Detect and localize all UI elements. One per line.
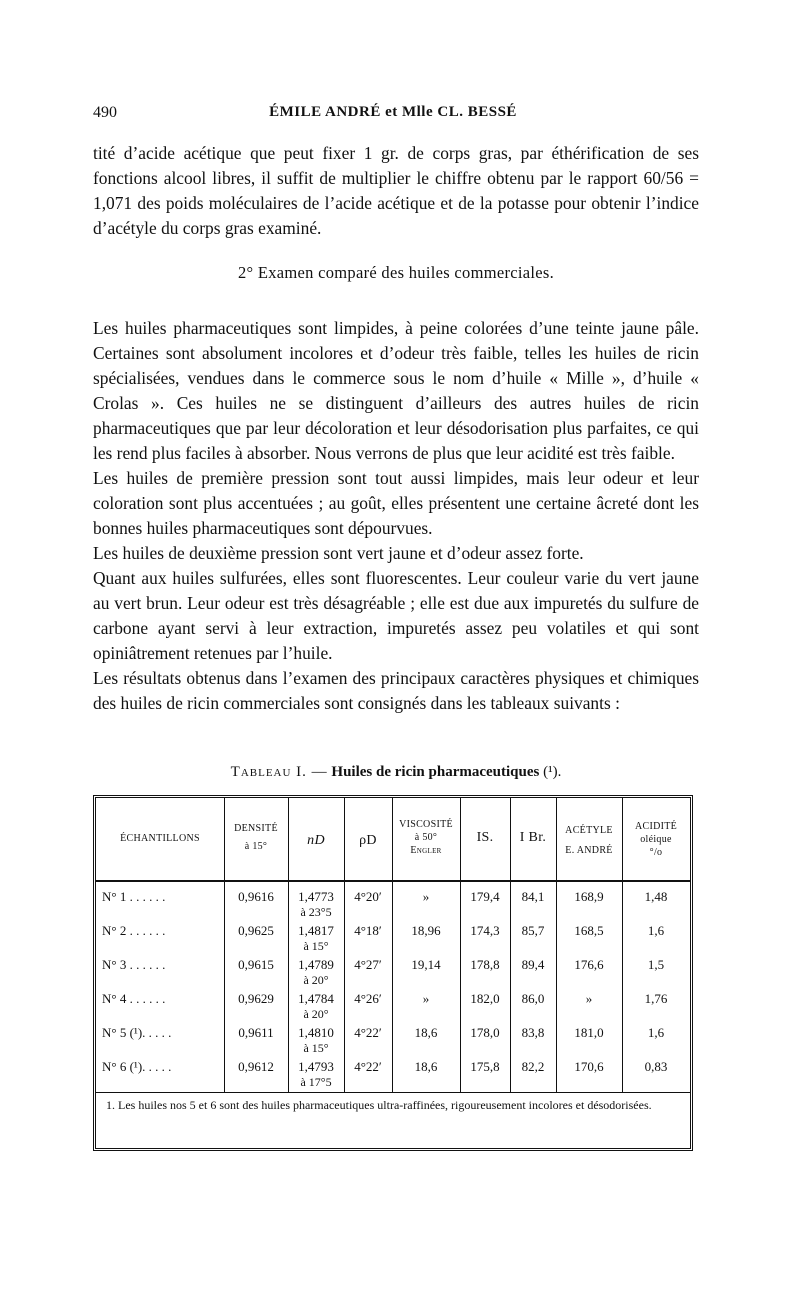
cell-acidite: 0,83 bbox=[644, 1059, 668, 1074]
cell-viscosite: » bbox=[422, 991, 430, 1006]
cell-acidite: 1,5 bbox=[647, 957, 665, 972]
cell-name: N° 2 . . . . . . bbox=[102, 923, 166, 938]
header-densite: DENSITÉ bbox=[234, 823, 278, 834]
header-acidite-unit: °/o bbox=[649, 847, 663, 858]
cell-nd: 1,4784 bbox=[298, 991, 334, 1006]
table-footnote: 1. Les huiles nos 5 et 6 sont des huiles pharmaceutiques ultra-raffinées, rigoureusement incolores et désodorisées. bbox=[106, 1098, 652, 1112]
col-rule bbox=[224, 798, 225, 880]
header-densite-temp: à 15° bbox=[244, 841, 268, 852]
cell-nd-temperature: à 15° bbox=[303, 939, 329, 953]
cell-is: 178,8 bbox=[470, 957, 500, 972]
cell-ibr: 89,4 bbox=[521, 957, 545, 972]
cell-pd: 4°27′ bbox=[354, 957, 382, 972]
paragraph-5: Les résultats obtenus dans l’examen des principaux caractères physiques et chimiques des huiles de ricin commerciales sont consignés dans les tableaux suivants : bbox=[93, 668, 699, 713]
data-table bbox=[93, 795, 693, 1151]
section-title: 2° Examen comparé des huiles commerciales. bbox=[237, 263, 555, 282]
header-viscosite-temp: à 50° bbox=[414, 832, 438, 843]
cell-acetyle: » bbox=[585, 991, 593, 1006]
cell-nd: 1,4817 bbox=[298, 923, 334, 938]
cell-acidite: 1,6 bbox=[647, 1025, 665, 1040]
table-caption-prefix: Tableau I. — bbox=[230, 764, 328, 780]
cell-acetyle: 170,6 bbox=[574, 1059, 604, 1074]
cell-viscosite: 19,14 bbox=[411, 957, 441, 972]
running-title: ÉMILE ANDRÉ et Mlle CL. BESSÉ bbox=[269, 104, 517, 120]
cell-is: 175,8 bbox=[470, 1059, 500, 1074]
intro-paragraph bbox=[93, 141, 699, 241]
body-text bbox=[93, 316, 699, 716]
paragraph-1: Les huiles pharmaceutiques sont limpides, à peine colorées d’une teinte jaune pâle. Certaines sont absolument incolores et d’odeur très faible, telles les huiles de ricin spécialisées, vendues dans le commerce sous le nom d’huile « Mille », d’huile « Crolas ». Ces huiles ne se distinguent d’ailleurs des autres huiles de ricin pharmaceutiques que par leur décoloration et leur désodorisation plus parfaites, ce qui les rend plus faciles à absorber. Nous verrons de plus que leur acidité est très faible. bbox=[93, 318, 699, 463]
cell-name: N° 5 (¹). . . . . bbox=[102, 1025, 172, 1040]
cell-acetyle: 176,6 bbox=[574, 957, 604, 972]
cell-is: 178,0 bbox=[470, 1025, 500, 1040]
cell-viscosite: » bbox=[422, 889, 430, 904]
cell-ibr: 86,0 bbox=[521, 991, 545, 1006]
cell-viscosite: 18,96 bbox=[411, 923, 441, 938]
cell-ibr: 84,1 bbox=[521, 889, 545, 904]
cell-pd: 4°22′ bbox=[354, 1059, 382, 1074]
cell-densite: 0,9616 bbox=[238, 889, 274, 904]
cell-viscosite: 18,6 bbox=[414, 1059, 438, 1074]
cell-pd: 4°18′ bbox=[354, 923, 382, 938]
cell-pd: 4°26′ bbox=[354, 991, 382, 1006]
header-viscosite-engler: Engler bbox=[410, 845, 442, 856]
footnote-rule bbox=[96, 1092, 690, 1093]
cell-nd-temperature: à 17°5 bbox=[300, 1075, 332, 1089]
cell-ibr: 85,7 bbox=[521, 923, 545, 938]
col-rule bbox=[556, 798, 557, 1092]
cell-ibr: 83,8 bbox=[521, 1025, 545, 1040]
cell-is: 179,4 bbox=[470, 889, 500, 904]
header-pd: ρD bbox=[359, 833, 377, 848]
cell-acidite: 1,48 bbox=[644, 889, 668, 904]
header-acetyle: ACÉTYLE bbox=[565, 825, 613, 836]
cell-name: N° 4 . . . . . . bbox=[102, 991, 166, 1006]
cell-densite: 0,9629 bbox=[238, 991, 274, 1006]
cell-name: N° 1 . . . . . . bbox=[102, 889, 166, 904]
cell-name: N° 6 (¹). . . . . bbox=[102, 1059, 172, 1074]
cell-is: 174,3 bbox=[470, 923, 500, 938]
cell-nd: 1,4810 bbox=[298, 1025, 334, 1040]
paragraph-2: Les huiles de première pression sont tout aussi limpides, mais leur odeur et leur coloration sont plus accentuées ; au goût, elles présentent une certaine âcreté dont les bonnes huiles pharmaceutiques sont dépourvues. bbox=[93, 468, 699, 538]
cell-acetyle: 168,9 bbox=[574, 889, 604, 904]
cell-pd: 4°22′ bbox=[354, 1025, 382, 1040]
header-is: IS. bbox=[476, 830, 494, 845]
header-ibr: I Br. bbox=[519, 830, 547, 845]
cell-nd-temperature: à 23°5 bbox=[300, 905, 332, 919]
cell-nd: 1,4773 bbox=[298, 889, 334, 904]
paragraph-3: Les huiles de deuxième pression sont vert jaune et d’odeur assez forte. bbox=[93, 543, 584, 563]
paragraph-4: Quant aux huiles sulfurées, elles sont fluorescentes. Leur couleur varie du vert jaune au vert brun. Leur odeur est très désagréable ; elle est due aux impuretés du sulfure de carbone ayant servi à leur extraction, impuretés assez peu volatiles et qui sont opiniâtrement retenues par l’huile. bbox=[93, 568, 699, 663]
table-caption bbox=[93, 764, 699, 781]
header-nd: nD bbox=[307, 833, 325, 848]
cell-densite: 0,9612 bbox=[238, 1059, 274, 1074]
cell-acidite: 1,6 bbox=[647, 923, 665, 938]
cell-name: N° 3 . . . . . . bbox=[102, 957, 166, 972]
cell-nd-temperature: à 15° bbox=[303, 1041, 329, 1055]
cell-densite: 0,9611 bbox=[238, 1025, 274, 1040]
header-acidite-oleique: oléique bbox=[640, 834, 672, 845]
cell-densite: 0,9615 bbox=[238, 957, 274, 972]
header-echantillons: ÉCHANTILLONS bbox=[120, 833, 200, 844]
cell-nd: 1,4793 bbox=[298, 1059, 334, 1074]
cell-nd-temperature: à 20° bbox=[303, 1007, 329, 1021]
cell-nd-temperature: à 20° bbox=[303, 973, 329, 987]
cell-ibr: 82,2 bbox=[521, 1059, 545, 1074]
cell-viscosite: 18,6 bbox=[414, 1025, 438, 1040]
cell-nd: 1,4789 bbox=[298, 957, 334, 972]
cell-is: 182,0 bbox=[470, 991, 500, 1006]
cell-acetyle: 168,5 bbox=[574, 923, 604, 938]
table-caption-title: Huiles de ricin pharmaceutiques bbox=[331, 764, 540, 780]
header-rule bbox=[96, 880, 690, 882]
table-caption-note: (¹). bbox=[543, 764, 562, 780]
cell-acetyle: 181,0 bbox=[574, 1025, 604, 1040]
header-acidite: ACIDITÉ bbox=[634, 821, 678, 832]
cell-densite: 0,9625 bbox=[238, 923, 274, 938]
page-number: 490 bbox=[93, 104, 117, 121]
header-viscosite: VISCOSITÉ bbox=[399, 819, 453, 830]
header-acetyle-author: E. ANDRÉ bbox=[565, 845, 613, 856]
cell-pd: 4°20′ bbox=[354, 889, 382, 904]
intro-paragraph-text: tité d’acide acétique que peut fixer 1 gr. de corps gras, par éthérification de ses fonctions alcool libres, il suffit de multiplier le chiffre obtenu par le rapport 60/56 = 1,071 des poids moléculaires de l’acide acétique et de la potasse pour obtenir l’indice d’acétyle du corps gras examiné. bbox=[93, 143, 699, 238]
cell-acidite: 1,76 bbox=[644, 991, 668, 1006]
page-header bbox=[93, 104, 693, 126]
